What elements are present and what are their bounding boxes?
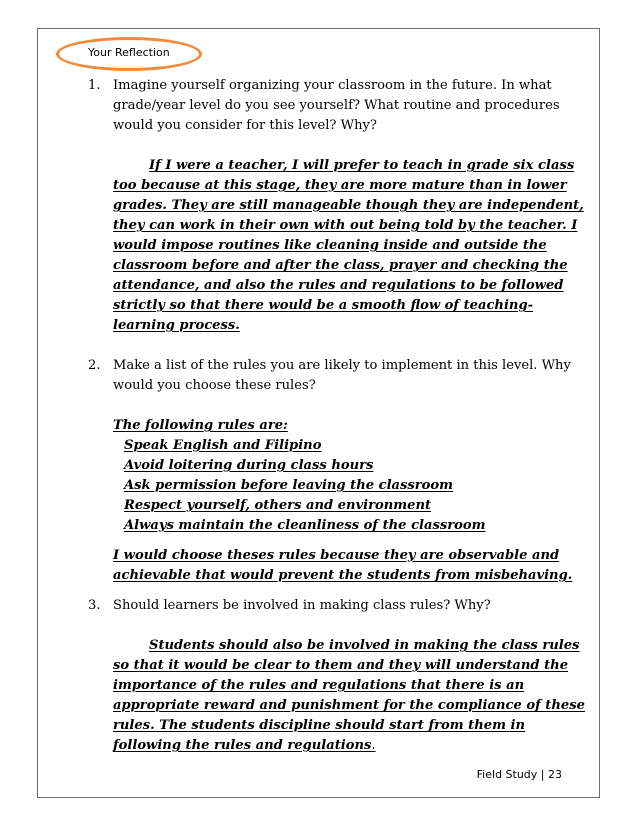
question-text: Should learners be involved in making class rules? Why? — [113, 598, 491, 613]
section-label: Your Reflection — [88, 46, 170, 59]
answer-1: If I were a teacher, I will prefer to teach in grade six class too because at this stage, they are more mature than in lower grades. They are still manageable though they are independent, they can work in their own with out being told by the teacher. I would impose routines like cleaning inside and outside the classroom before and after the class, prayer and checking the attendance, and also the rules and regulations to be followed strictly so that there would be a smooth flow of teaching-learning process. — [113, 158, 584, 333]
answer-3 — [113, 636, 588, 756]
rule-item: Speak English and Filipino — [124, 438, 322, 453]
question-text: Imagine yourself organizing your classroom in the future. In what grade/year level do you see yourself? What routine and procedures would you consider for this level? Why? — [113, 78, 560, 133]
rule-item: Always maintain the cleanliness of the classroom — [124, 518, 486, 533]
question-1 — [88, 76, 588, 136]
rule-item: Respect yourself, others and environment — [124, 498, 432, 513]
answer-2: I would choose theses rules because they are observable and achievable that would prevent the students from misbehaving. — [113, 548, 573, 583]
question-number: 3. — [88, 598, 101, 613]
question-number: 1. — [88, 78, 101, 93]
question-text: Make a list of the rules you are likely to implement in this level. Why would you choose these rules? — [113, 358, 571, 393]
question-3 — [88, 596, 588, 616]
rule-item: Ask permission before leaving the classroom — [124, 478, 453, 493]
page-footer: Field Study | 23 — [476, 768, 562, 781]
answer-3-text: Students should also be involved in making the class rules so that it would be clear to them and they will understand the importance of the rules and regulations that there is an appropriate reward and punishment for the compliance of these rules. The students discipline should start from them in following the rules and regulations — [113, 638, 585, 753]
rule-item: Avoid loitering during class hours — [124, 458, 374, 473]
question-number: 2. — [88, 358, 101, 373]
rules-intro: The following rules are: — [113, 418, 288, 433]
answer-3-period: . — [371, 738, 376, 753]
question-2 — [88, 356, 588, 396]
reflection-content — [88, 76, 588, 756]
